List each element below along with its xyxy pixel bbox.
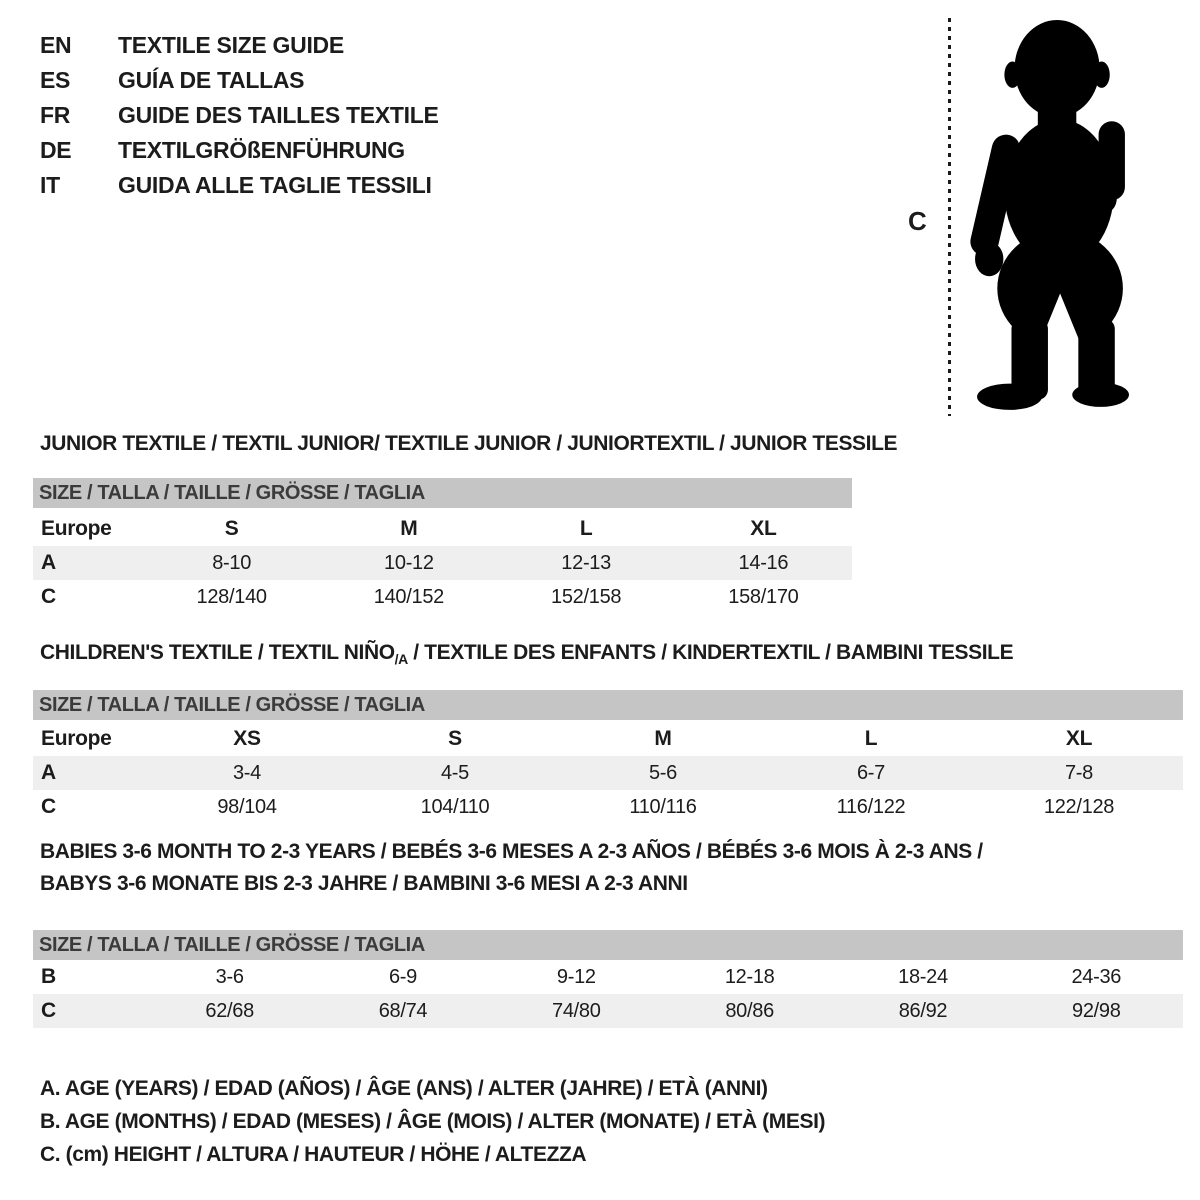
value-cell: 116/122 [836,795,906,818]
language-row-en [40,28,439,63]
section-title-children [40,641,1013,667]
language-code: DE [40,137,72,163]
value-cell: 6-9 [388,965,417,988]
size-cell: L [864,727,878,750]
value-cell: 6-7 [856,761,885,784]
value-cell: 104/110 [420,795,490,818]
size-cell: M [400,517,418,540]
language-label: TEXTILE SIZE GUIDE [118,32,344,58]
size-cell: XL [1065,727,1093,750]
size-cell: L [579,517,593,540]
size-cell: XL [750,517,777,540]
language-row-fr [40,98,439,133]
language-row-de [40,133,439,168]
value-cell: 24-36 [1071,965,1122,988]
value-cell: 140/152 [373,585,444,608]
table-babies [33,960,1183,1028]
region-label: Europe [41,517,112,540]
value-cell: 92/98 [1072,999,1121,1022]
section-title-babies-line1: BABIES 3-6 MONTH TO 2-3 YEARS / BEBÉS 3-6 MESES A 2-3 AÑOS / BÉBÉS 3-6 MOIS À 2-3 ANS / [40,840,983,863]
legend-line-age-months: B. AGE (MONTHS) / EDAD (MESES) / ÂGE (MOIS) / ALTER (MONATE) / ETÀ (MESI) [40,1109,826,1133]
table-row-age [33,546,852,580]
language-code: IT [40,172,60,198]
table-row-height [33,580,852,614]
value-cell: 98/104 [217,795,277,818]
legend-line-age-years: A. AGE (YEARS) / EDAD (AÑOS) / ÂGE (ANS) / ALTER (JAHRE) / ETÀ (ANNI) [40,1076,768,1100]
region-label: Europe [41,727,112,750]
language-label: GUIDA ALLE TAGLIE TESSILI [118,172,432,198]
legend-line-height: C. (cm) HEIGHT / ALTURA / HAUTEUR / HÖHE / ALTEZZA [40,1142,587,1166]
row-label: C [41,795,56,818]
value-cell: 7-8 [1064,761,1093,784]
value-cell: 5-6 [648,761,677,784]
row-label: B [41,965,56,988]
section-title-children-main: CHILDREN'S TEXTILE / TEXTIL NIÑO [40,641,395,664]
value-cell: 3-4 [232,761,261,784]
row-label: A [41,551,56,574]
section-title-junior: JUNIOR TEXTILE / TEXTIL JUNIOR/ TEXTILE JUNIOR / JUNIORTEXTIL / JUNIOR TESSILE [40,432,898,455]
value-cell: 110/116 [629,795,697,818]
section-title-children-rest: / TEXTILE DES ENFANTS / KINDERTEXTIL / BAMBINI TESSILE [407,641,1014,664]
language-label: GUIDE DES TAILLES TEXTILE [118,102,439,128]
language-row-es [40,63,439,98]
size-header-bar-children: SIZE / TALLA / TAILLE / GRÖSSE / TAGLIA [33,690,1183,720]
value-cell: 86/92 [898,999,948,1022]
size-cell: M [654,727,672,750]
value-cell: 9-12 [556,965,596,988]
language-label: GUÍA DE TALLAS [118,67,305,93]
table-children [33,722,1183,824]
value-cell: 8-10 [212,551,252,574]
table-row-age-months [33,960,1183,994]
value-cell: 4-5 [440,761,469,784]
value-cell: 74/80 [552,999,601,1022]
value-cell: 152/158 [551,585,622,608]
value-cell: 12-18 [724,965,775,988]
value-cell: 122/128 [1043,795,1115,818]
row-label: C [41,999,56,1022]
language-code: FR [40,102,71,128]
row-label: C [41,585,56,608]
section-title-children-sub: /A [394,651,408,668]
value-cell: 158/170 [728,585,799,608]
language-code: EN [40,32,72,58]
size-cell: S [224,517,239,540]
table-junior [33,512,852,614]
value-cell: 14-16 [738,551,789,574]
language-code: ES [40,67,71,93]
height-dashed-line [948,18,951,416]
value-cell: 128/140 [196,585,267,608]
value-cell: 10-12 [384,551,434,574]
table-row-age [33,756,1183,790]
size-cell: XS [233,727,261,750]
value-cell: 18-24 [898,965,948,988]
language-label: TEXTILGRÖßENFÜHRUNG [118,137,405,163]
section-title-babies-line2: BABYS 3-6 MONATE BIS 2-3 JAHRE / BAMBINI 3-6 MESI A 2-3 ANNI [40,872,688,895]
value-cell: 62/68 [205,999,254,1022]
language-row-it [40,168,439,203]
height-measure-label: C [908,206,927,236]
value-cell: 12-13 [561,551,611,574]
size-cell: S [448,727,462,750]
legend [40,1072,825,1171]
table-row-height [33,790,1183,824]
table-row-sizes [33,512,852,546]
size-header-bar-junior: SIZE / TALLA / TAILLE / GRÖSSE / TAGLIA [33,478,852,508]
table-row-height [33,994,1183,1028]
language-list [40,28,439,203]
table-row-sizes [33,722,1183,756]
value-cell: 68/74 [378,999,428,1022]
size-header-bar-babies: SIZE / TALLA / TAILLE / GRÖSSE / TAGLIA [33,930,1183,960]
value-cell: 3-6 [215,965,244,988]
value-cell: 80/86 [725,999,774,1022]
row-label: A [41,761,56,784]
toddler-silhouette-icon [968,20,1136,415]
